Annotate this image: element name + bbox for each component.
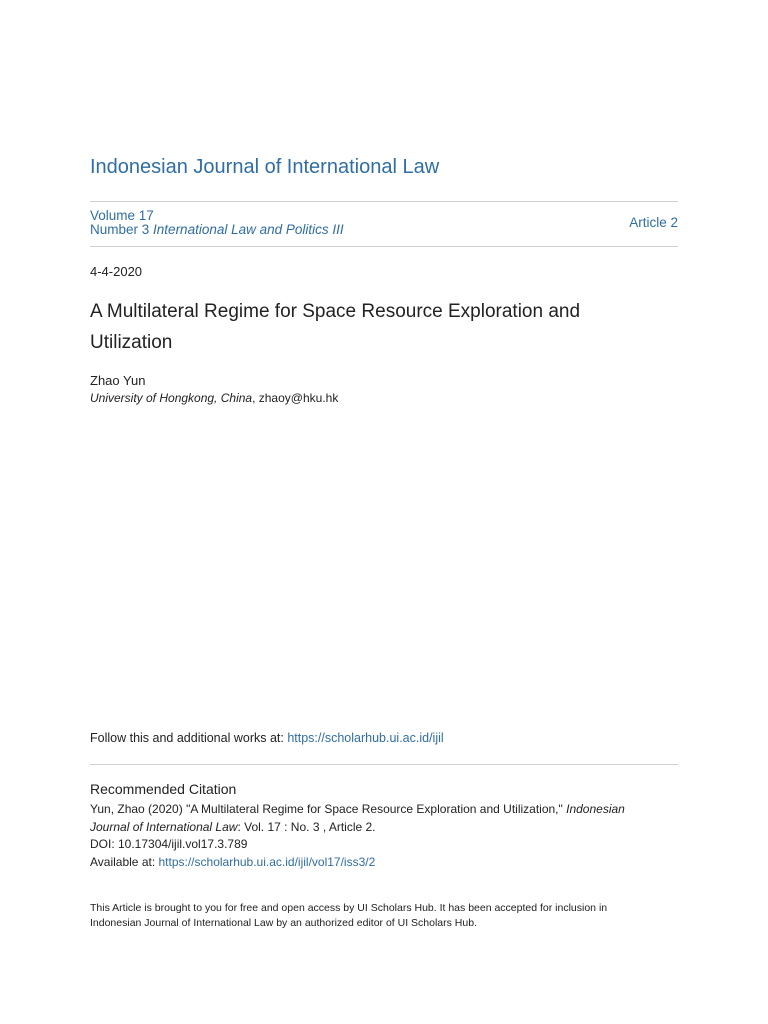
cover-page — [90, 0, 678, 1024]
volume-label: Volume 17 — [90, 208, 154, 223]
follow-line — [90, 731, 444, 745]
citation-line-1 — [90, 801, 678, 819]
citation-journal-part2: Journal of International Law — [90, 819, 238, 834]
affiliation-name: University of Hongkong, China — [90, 391, 253, 405]
citation-line-2 — [90, 819, 678, 837]
citation-volume-info: : Vol. 17 : No. 3 , Article 2. — [237, 819, 376, 834]
follow-label: Follow this and additional works at: — [90, 731, 288, 745]
number-link[interactable] — [90, 223, 344, 237]
author-affiliation — [90, 391, 338, 405]
publication-date: 4-4-2020 — [90, 264, 143, 279]
issue-info — [90, 209, 344, 237]
author-email: , zhaoy@hku.hk — [252, 391, 339, 405]
divider-middle — [90, 246, 678, 247]
journal-title-link[interactable]: Indonesian Journal of International Law — [90, 156, 440, 178]
volume-link[interactable] — [90, 209, 344, 223]
access-notice-line-1: This Article is brought to you for free and open access by UI Scholars Hub. It has been accepted for inclusion in — [90, 902, 608, 914]
available-url-link[interactable]: https://scholarhub.ui.ac.id/ijil/vol17/iss3/2 — [158, 854, 376, 869]
number-label: Number 3 — [90, 222, 150, 237]
follow-url-link[interactable]: https://scholarhub.ui.ac.id/ijil — [287, 731, 444, 745]
access-notice-line-2: Indonesian Journal of International Law by an authorized editor of UI Scholars Hub. — [90, 917, 477, 929]
access-notice — [90, 901, 678, 931]
divider-top — [90, 201, 678, 202]
author-name: Zhao Yun — [90, 373, 146, 388]
citation-doi: DOI: 10.17304/ijil.vol17.3.789 — [90, 837, 248, 851]
citation-journal-part1: Indonesian — [566, 802, 625, 816]
citation-available — [90, 854, 678, 872]
citation-block — [90, 801, 678, 871]
citation-text: Yun, Zhao (2020) "A Multilateral Regime for Space Resource Exploration and Utilization," — [90, 802, 567, 816]
divider-bottom — [90, 764, 678, 765]
recommended-citation-heading: Recommended Citation — [90, 781, 237, 797]
article-number-link[interactable]: Article 2 — [629, 215, 678, 230]
issue-title: International Law and Politics III — [153, 222, 344, 237]
article-title: A Multilateral Regime for Space Resource Exploration and Utilization — [90, 301, 581, 353]
available-label: Available at: — [90, 854, 159, 869]
